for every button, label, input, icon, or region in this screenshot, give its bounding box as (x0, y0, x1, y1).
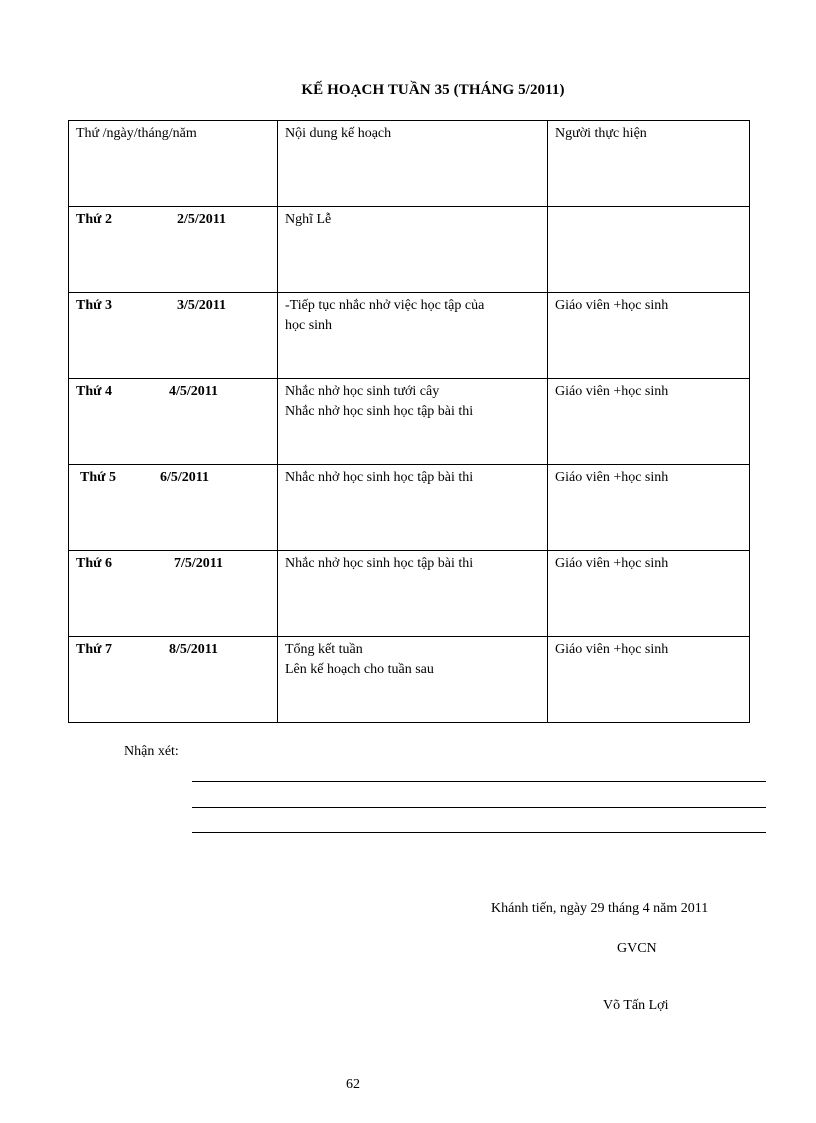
content-line: Tổng kết tuần (285, 642, 363, 657)
content-cell (278, 465, 548, 551)
content-line: Nhắc nhở học sinh học tập bài thi (285, 470, 474, 485)
date-label: 4/5/2011 (169, 384, 219, 399)
performer-cell: Giáo viên +học sinh (548, 379, 750, 465)
day-cell (69, 551, 278, 637)
page-number: 62 (346, 1077, 360, 1092)
signature-place-date: Khánh tiến, ngày 29 tháng 4 năm 2011 (491, 901, 709, 916)
table-row (69, 551, 750, 637)
day-cell (69, 465, 278, 551)
content-line: -Tiếp tục nhắc nhở việc học tập của (285, 298, 485, 313)
comment-label: Nhận xét: (124, 744, 179, 759)
table-row (69, 293, 750, 379)
content-line: Lên kế hoạch cho tuần sau (285, 662, 434, 677)
content-cell (278, 637, 548, 723)
date-label: 3/5/2011 (177, 298, 227, 313)
content-line: Nhắc nhở học sinh học tập bài thi (285, 556, 474, 571)
performer-cell (548, 207, 750, 293)
day-label: Thứ 6 (76, 556, 113, 571)
signature-role: GVCN (617, 941, 657, 956)
comment-line (192, 807, 766, 808)
date-label: 7/5/2011 (174, 556, 224, 571)
date-label: 2/5/2011 (177, 212, 227, 227)
day-cell (69, 379, 278, 465)
day-cell (69, 637, 278, 723)
content-line: Nhắc nhở học sinh học tập bài thi (285, 404, 474, 419)
content-line: học sinh (285, 318, 333, 333)
day-label: Thứ 5 (80, 470, 117, 485)
comment-line (192, 832, 766, 833)
header-performer: Người thực hiện (548, 121, 750, 207)
signature-name: Võ Tấn Lợi (603, 998, 669, 1013)
table-row (69, 379, 750, 465)
date-label: 8/5/2011 (169, 642, 219, 657)
content-line: Nghĩ Lễ (285, 212, 332, 227)
content-line: Nhắc nhở học sinh tưới cây (285, 384, 440, 399)
performer-cell: Giáo viên +học sinh (548, 465, 750, 551)
day-cell (69, 293, 278, 379)
day-label: Thứ 4 (76, 384, 113, 399)
day-cell (69, 207, 278, 293)
content-cell (278, 551, 548, 637)
table-header-row (69, 121, 750, 207)
header-date: Thứ /ngày/tháng/năm (69, 121, 278, 207)
performer-cell: Giáo viên +học sinh (548, 551, 750, 637)
table-row (69, 637, 750, 723)
content-cell (278, 293, 548, 379)
table-row (69, 465, 750, 551)
day-label: Thứ 3 (76, 298, 113, 313)
day-label: Thứ 7 (76, 642, 113, 657)
content-cell (278, 379, 548, 465)
day-label: Thứ 2 (76, 212, 113, 227)
table-row (69, 207, 750, 293)
comment-line (192, 781, 766, 782)
date-label: 6/5/2011 (160, 470, 210, 485)
document-title: KẾ HOẠCH TUẦN 35 (THÁNG 5/2011) (301, 82, 565, 98)
weekly-plan-table (68, 120, 750, 723)
performer-cell: Giáo viên +học sinh (548, 293, 750, 379)
performer-cell: Giáo viên +học sinh (548, 637, 750, 723)
content-cell (278, 207, 548, 293)
header-content: Nội dung kế hoạch (278, 121, 548, 207)
